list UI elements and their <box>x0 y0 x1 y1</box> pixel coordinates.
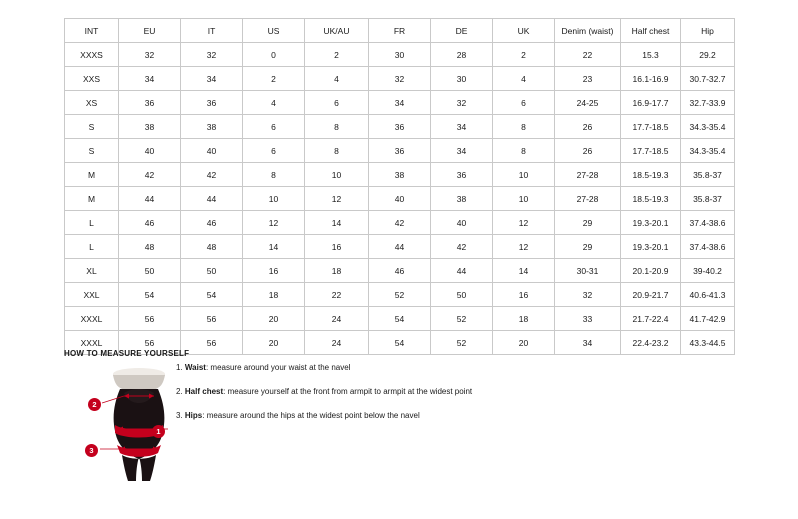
callout-marker-3: 3 <box>85 444 98 457</box>
table-cell: 39-40.2 <box>681 259 735 283</box>
table-row <box>65 67 735 91</box>
table-cell: 56 <box>119 331 181 355</box>
table-cell: XS <box>65 91 119 115</box>
table-cell: 2 <box>243 67 305 91</box>
table-cell: 23 <box>555 67 621 91</box>
table-cell: 37.4-38.6 <box>681 235 735 259</box>
table-cell: XXS <box>65 67 119 91</box>
table-cell: 42 <box>431 235 493 259</box>
table-cell: 42 <box>119 163 181 187</box>
table-cell: S <box>65 115 119 139</box>
instruction-term: Half chest <box>184 387 224 396</box>
table-cell: 24 <box>305 307 369 331</box>
table-cell: 10 <box>493 163 555 187</box>
column-header: INT <box>65 19 119 43</box>
table-cell: 12 <box>493 211 555 235</box>
table-cell: 0 <box>243 43 305 67</box>
table-cell: L <box>65 235 119 259</box>
table-cell: 6 <box>243 115 305 139</box>
table-cell: 19.3-20.1 <box>621 235 681 259</box>
table-cell: 16.9-17.7 <box>621 91 681 115</box>
column-header: IT <box>181 19 243 43</box>
instruction-text: : measure yourself at the front from armpit to armpit at the widest point <box>223 387 473 396</box>
table-cell: XXL <box>65 283 119 307</box>
table-cell: 50 <box>119 259 181 283</box>
table-cell: 34.3-35.4 <box>681 115 735 139</box>
table-cell: 2 <box>305 43 369 67</box>
instruction-term: Waist <box>184 363 206 372</box>
table-cell: 14 <box>243 235 305 259</box>
column-header: DE <box>431 19 493 43</box>
table-cell: 20.9-21.7 <box>621 283 681 307</box>
table-cell: 24-25 <box>555 91 621 115</box>
instruction-term: Hips <box>184 411 203 420</box>
table-cell: 32 <box>555 283 621 307</box>
table-cell: 8 <box>243 163 305 187</box>
table-cell: 32 <box>181 43 243 67</box>
table-cell: 12 <box>305 187 369 211</box>
table-cell: 20 <box>243 307 305 331</box>
table-cell: 38 <box>369 163 431 187</box>
table-cell: 2 <box>493 43 555 67</box>
table-cell: 10 <box>493 187 555 211</box>
column-header: UK <box>493 19 555 43</box>
table-cell: 48 <box>181 235 243 259</box>
table-cell: 54 <box>119 283 181 307</box>
table-cell: M <box>65 187 119 211</box>
how-to-measure-title: HOW TO MEASURE YOURSELF <box>64 349 190 358</box>
table-cell: 40 <box>181 139 243 163</box>
table-cell: 34 <box>181 67 243 91</box>
table-cell: 18 <box>243 283 305 307</box>
table-row <box>65 235 735 259</box>
table-cell: 20 <box>493 331 555 355</box>
table-cell: 30 <box>369 43 431 67</box>
table-cell: 56 <box>119 307 181 331</box>
table-cell: 10 <box>305 163 369 187</box>
table-cell: 27-28 <box>555 187 621 211</box>
table-cell: 36 <box>369 139 431 163</box>
table-cell: 12 <box>493 235 555 259</box>
table-cell: 54 <box>369 307 431 331</box>
table-cell: 34 <box>431 139 493 163</box>
column-header: FR <box>369 19 431 43</box>
table-cell: 54 <box>369 331 431 355</box>
table-cell: 6 <box>243 139 305 163</box>
table-cell: 32 <box>369 67 431 91</box>
table-cell: 29 <box>555 235 621 259</box>
instruction-text: : measure around your waist at the navel <box>205 363 351 372</box>
measure-instruction <box>176 386 576 397</box>
table-cell: 34.3-35.4 <box>681 139 735 163</box>
table-row <box>65 43 735 67</box>
table-row <box>65 211 735 235</box>
table-cell: 15.3 <box>621 43 681 67</box>
table-cell: 6 <box>493 91 555 115</box>
table-cell: 32 <box>119 43 181 67</box>
table-cell: 46 <box>181 211 243 235</box>
table-cell: 22 <box>555 43 621 67</box>
table-cell: 36 <box>431 163 493 187</box>
table-cell: 24 <box>305 331 369 355</box>
table-cell: 8 <box>305 139 369 163</box>
table-cell: XXXL <box>65 331 119 355</box>
table-cell: 38 <box>181 115 243 139</box>
column-header: Hip <box>681 19 735 43</box>
table-header-row <box>65 19 735 43</box>
instruction-text: : measure around the hips at the widest point below the navel <box>202 411 420 420</box>
table-cell: 52 <box>431 307 493 331</box>
table-cell: 30.7-32.7 <box>681 67 735 91</box>
table-row <box>65 91 735 115</box>
table-cell: 12 <box>243 211 305 235</box>
table-cell: 46 <box>369 259 431 283</box>
table-cell: 34 <box>119 67 181 91</box>
table-cell: 56 <box>181 331 243 355</box>
table-cell: 40 <box>369 187 431 211</box>
table-cell: 33 <box>555 307 621 331</box>
callout-marker-2: 2 <box>88 398 101 411</box>
table-cell: 36 <box>181 91 243 115</box>
table-cell: 30 <box>431 67 493 91</box>
table-cell: 10 <box>243 187 305 211</box>
table-cell: 16 <box>243 259 305 283</box>
table-cell: 28 <box>431 43 493 67</box>
table-cell: 14 <box>493 259 555 283</box>
table-cell: 16.1-16.9 <box>621 67 681 91</box>
table-cell: L <box>65 211 119 235</box>
callout-marker-1: 1 <box>152 425 165 438</box>
table-cell: 38 <box>431 187 493 211</box>
table-cell: 44 <box>431 259 493 283</box>
table-cell: 14 <box>305 211 369 235</box>
instruction-number: 3. <box>176 411 183 420</box>
table-cell: 20 <box>243 331 305 355</box>
table-cell: 36 <box>369 115 431 139</box>
table-cell: 40 <box>119 139 181 163</box>
table-cell: 16 <box>493 283 555 307</box>
table-cell: 36 <box>119 91 181 115</box>
table-cell: 29.2 <box>681 43 735 67</box>
table-cell: 26 <box>555 139 621 163</box>
table-cell: 21.7-22.4 <box>621 307 681 331</box>
table-row <box>65 259 735 283</box>
table-cell: 6 <box>305 91 369 115</box>
table-cell: 8 <box>493 139 555 163</box>
table-cell: 35.8-37 <box>681 187 735 211</box>
table-cell: 50 <box>431 283 493 307</box>
table-cell: 50 <box>181 259 243 283</box>
table-row <box>65 139 735 163</box>
table-row <box>65 187 735 211</box>
table-cell: 46 <box>119 211 181 235</box>
table-cell: 17.7-18.5 <box>621 139 681 163</box>
instruction-number: 2. <box>176 387 183 396</box>
column-header: UK/AU <box>305 19 369 43</box>
table-cell: 40 <box>431 211 493 235</box>
table-cell: 40.6-41.3 <box>681 283 735 307</box>
table-cell: 8 <box>493 115 555 139</box>
column-header: US <box>243 19 305 43</box>
table-cell: 38 <box>119 115 181 139</box>
table-cell: 4 <box>243 91 305 115</box>
table-cell: 32.7-33.9 <box>681 91 735 115</box>
table-cell: 34 <box>555 331 621 355</box>
table-cell: 52 <box>431 331 493 355</box>
table-cell: 44 <box>369 235 431 259</box>
table-cell: XXXL <box>65 307 119 331</box>
table-cell: 18 <box>305 259 369 283</box>
table-cell: 34 <box>369 91 431 115</box>
table-cell: 52 <box>369 283 431 307</box>
size-chart-table <box>64 18 735 355</box>
measure-instruction <box>176 362 576 373</box>
table-cell: 54 <box>181 283 243 307</box>
measure-instruction <box>176 410 576 421</box>
table-cell: 4 <box>305 67 369 91</box>
table-cell: XL <box>65 259 119 283</box>
table-cell: 29 <box>555 211 621 235</box>
table-cell: 48 <box>119 235 181 259</box>
table-cell: 18.5-19.3 <box>621 163 681 187</box>
table-cell: 16 <box>305 235 369 259</box>
table-cell: 43.3-44.5 <box>681 331 735 355</box>
table-cell: S <box>65 139 119 163</box>
table-row <box>65 115 735 139</box>
table-cell: 8 <box>305 115 369 139</box>
table-cell: 27-28 <box>555 163 621 187</box>
table-cell: 18.5-19.3 <box>621 187 681 211</box>
column-header: EU <box>119 19 181 43</box>
table-cell: 32 <box>431 91 493 115</box>
table-cell: 35.8-37 <box>681 163 735 187</box>
instruction-number: 1. <box>176 363 183 372</box>
table-cell: 18 <box>493 307 555 331</box>
column-header: Half chest <box>621 19 681 43</box>
table-cell: 22 <box>305 283 369 307</box>
table-cell: 44 <box>181 187 243 211</box>
table-cell: 17.7-18.5 <box>621 115 681 139</box>
table-cell: 56 <box>181 307 243 331</box>
column-header: Denim (waist) <box>555 19 621 43</box>
measure-instructions-list <box>176 362 576 434</box>
table-row <box>65 163 735 187</box>
table-cell: 34 <box>431 115 493 139</box>
table-cell: 42 <box>369 211 431 235</box>
table-cell: XXXS <box>65 43 119 67</box>
table-cell: 20.1-20.9 <box>621 259 681 283</box>
table-cell: 19.3-20.1 <box>621 211 681 235</box>
table-cell: 22.4-23.2 <box>621 331 681 355</box>
table-cell: 42 <box>181 163 243 187</box>
table-row <box>65 283 735 307</box>
table-cell: 37.4-38.6 <box>681 211 735 235</box>
table-cell: 30-31 <box>555 259 621 283</box>
table-cell: 4 <box>493 67 555 91</box>
table-cell: M <box>65 163 119 187</box>
table-row <box>65 307 735 331</box>
table-cell: 44 <box>119 187 181 211</box>
table-cell: 41.7-42.9 <box>681 307 735 331</box>
table-cell: 26 <box>555 115 621 139</box>
